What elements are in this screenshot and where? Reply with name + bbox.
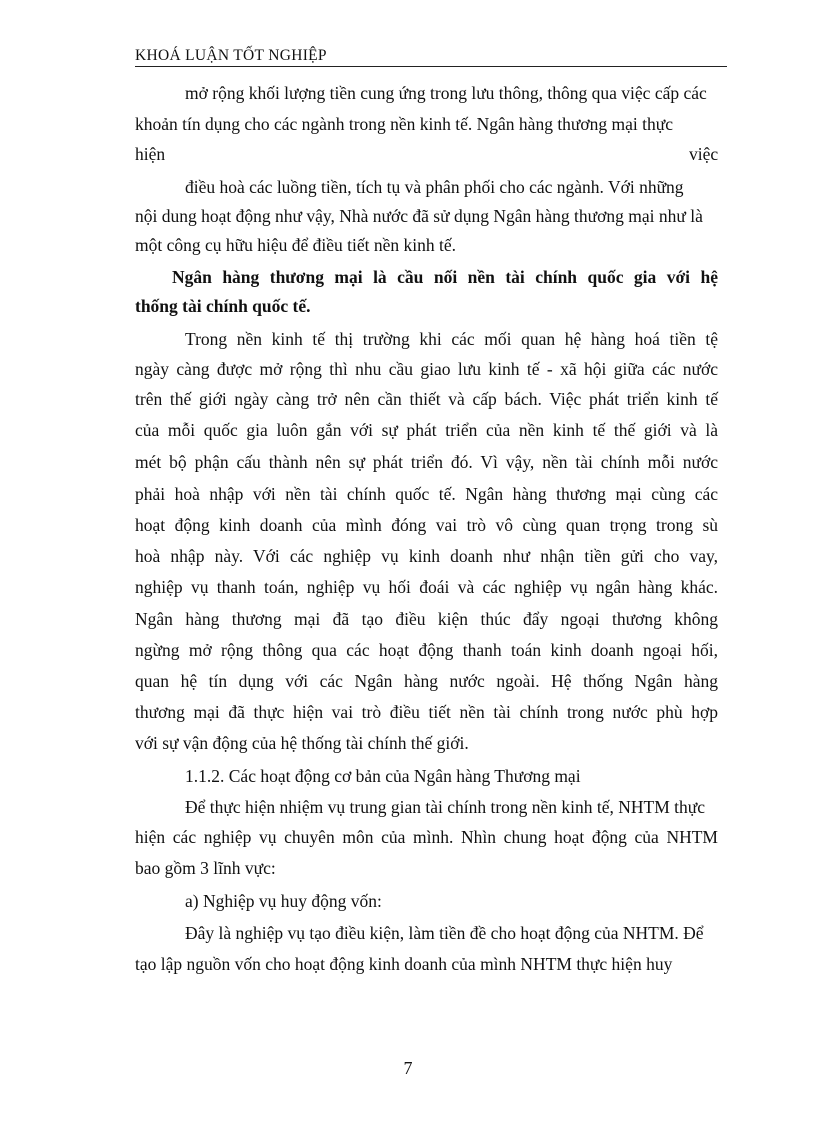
text-line: với sự vận động của hệ thống tài chính thế giới. <box>135 733 469 753</box>
text-line: thương mại đã thực hiện vai trò điều tiết nền tài chính trong nước phù hợp <box>135 702 718 722</box>
text-line: khoản tín dụng cho các ngành trong nền kinh tế. Ngân hàng thương mại thực <box>135 114 674 134</box>
text-line: Ngân hàng thương mại đã tạo điều kiện thúc đẩy ngoại thương không <box>135 609 718 629</box>
text-line: Đây là nghiệp vụ tạo điều kiện, làm tiền đề cho hoạt động của NHTM. Để <box>185 923 704 943</box>
text-line: một công cụ hữu hiệu để điều tiết nền kinh tế. <box>135 235 457 255</box>
subsection-heading: a) Nghiệp vụ huy động vốn: <box>185 891 382 911</box>
text-line: việc <box>689 144 719 164</box>
text-line: quan hệ tín dụng với các Ngân hàng nước ngoài. Hệ thống Ngân hàng <box>135 671 718 691</box>
page-number: 7 <box>403 1058 413 1078</box>
section-heading: 1.1.2. Các hoạt động cơ bản của Ngân hàng Thương mại <box>185 766 581 786</box>
text-line: Để thực hiện nhiệm vụ trung gian tài chính trong nền kinh tế, NHTM thực <box>185 797 706 817</box>
bold-heading-line: thống tài chính quốc tế. <box>135 296 311 316</box>
text-line: của mỗi quốc gia luôn gắn với sự phát triển của nền kinh tế thế giới và là <box>135 420 718 440</box>
text-line: hiện các nghiệp vụ chuyên môn của mình. Nhìn chung hoạt động của NHTM <box>135 827 718 847</box>
text-line: hiện <box>135 144 166 164</box>
text-line: nội dung hoạt động như vậy, Nhà nước đã sử dụng Ngân hàng thương mại như là <box>135 206 703 226</box>
text-line: mét bộ phận cấu thành nên sự phát triển đó. Vì vậy, nền tài chính mỗi nước <box>135 452 718 472</box>
text-line: ngày càng được mở rộng thì nhu cầu giao lưu kinh tế - xã hội giữa các nước <box>135 359 718 379</box>
text-line: ngừng mở rộng thông qua các hoạt động thanh toán kinh doanh ngoại hối, <box>135 640 718 660</box>
text-line: tạo lập nguồn vốn cho hoạt động kinh doanh của mình NHTM thực hiện huy <box>135 954 673 974</box>
text-line: điều hoà các luồng tiền, tích tụ và phân phối cho các ngành. Với những <box>185 177 684 197</box>
text-line: trên thế giới ngày càng trở nên cần thiết và cấp bách. Việc phát triển kinh tế <box>135 389 718 409</box>
text-line: hoà nhập này. Với các nghiệp vụ kinh doanh như nhận tiền gửi cho vay, <box>135 546 718 566</box>
running-header: KHOÁ LUẬN TỐT NGHIỆP <box>135 47 727 67</box>
text-line: nghiệp vụ thanh toán, nghiệp vụ hối đoái và các nghiệp vụ ngân hàng khác. <box>135 577 718 597</box>
bold-heading-line: Ngân hàng thương mại là cầu nối nền tài chính quốc gia với hệ <box>172 267 718 287</box>
text-line: mở rộng khối lượng tiền cung ứng trong lưu thông, thông qua việc cấp các <box>185 83 707 103</box>
text-line: bao gồm 3 lĩnh vực: <box>135 858 276 878</box>
text-line: hoạt động kinh doanh của mình đóng vai trò vô cùng quan trọng trong sù <box>135 515 718 535</box>
text-line: phải hoà nhập với nền tài chính quốc tế. Ngân hàng thương mại cùng các <box>135 484 718 504</box>
text-line: Trong nền kinh tế thị trường khi các mối quan hệ hàng hoá tiền tệ <box>185 329 718 349</box>
